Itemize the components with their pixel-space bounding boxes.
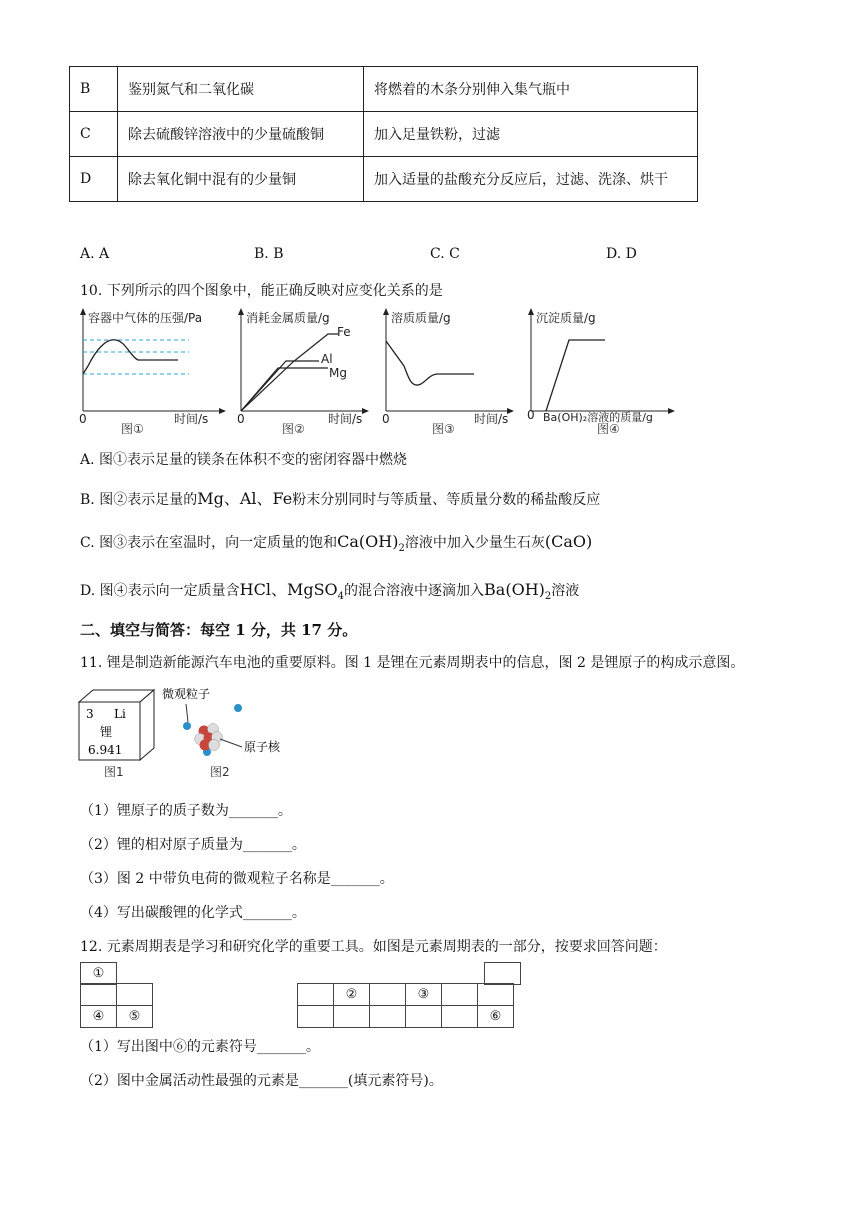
q10-option-b	[80, 486, 600, 509]
table-row	[70, 157, 698, 202]
cell-4: ④	[81, 1006, 117, 1028]
y-arrow	[80, 308, 86, 315]
graph-1-ylabel: 容器中气体的压强/Pa	[88, 311, 203, 325]
graph-1-caption: 图①	[121, 422, 144, 436]
q10-option-a: A. 图①表示足量的镁条在体积不变的密闭容器中燃烧	[80, 452, 408, 468]
label-mg: Mg	[329, 366, 347, 380]
formula: Ca(OH)	[337, 532, 399, 551]
nucleus-icon	[195, 724, 223, 751]
table-row	[70, 112, 698, 157]
cell	[406, 1006, 442, 1028]
q9-options-table	[69, 66, 698, 202]
figure-1	[76, 688, 158, 782]
atom-svg	[162, 684, 302, 780]
nucleus-pointer	[220, 739, 242, 747]
graph-3-xlabel: 时间/s	[474, 412, 509, 426]
y-arrow	[383, 308, 389, 315]
cell	[298, 1006, 334, 1028]
periodic-rows-right	[297, 983, 514, 1028]
cell	[117, 984, 153, 1006]
graph-2-ylabel: 消耗金属质量/g	[246, 311, 330, 325]
x-arrow	[219, 408, 226, 414]
q12-stem: 12. 元素周期表是学习和研究化学的重要工具。如图是元素周期表的一部分，按要求回答问题：	[80, 939, 667, 955]
subscript: 2	[398, 542, 405, 554]
cell	[370, 1006, 406, 1028]
element-name: 锂	[100, 725, 113, 739]
q10-option-d	[80, 577, 579, 602]
cell	[298, 984, 334, 1006]
graph-3-ylabel: 溶质质量/g	[391, 311, 451, 325]
choice-a: A. A	[80, 246, 110, 262]
graph-3-caption: 图③	[432, 422, 455, 436]
q10-option-c	[80, 532, 592, 554]
nucleus-label: 原子核	[244, 740, 281, 754]
precipitate-line	[546, 340, 605, 411]
pressure-curve	[83, 340, 178, 374]
electron-icon	[183, 722, 191, 730]
cell	[442, 1006, 478, 1028]
option-method: 加入适量的盐酸充分反应后，过滤、洗涤、烘干	[364, 157, 698, 202]
periodic-rows-left	[80, 983, 153, 1028]
subscript: 4	[337, 590, 345, 602]
element-cell-svg	[76, 688, 158, 778]
q11-part-3: （3）图 2 中带负电荷的微观粒子名称是_______。	[80, 871, 394, 887]
graph-2-caption: 图②	[282, 422, 305, 436]
cell	[334, 1006, 370, 1028]
y-arrow	[528, 308, 534, 315]
text: 的混合溶液中逐滴加入	[344, 583, 485, 599]
text: B. 图②表示足量的	[80, 492, 198, 508]
cell	[485, 963, 521, 985]
graph-1-origin: 0	[79, 412, 87, 426]
x-arrow	[362, 408, 369, 414]
text: 粉末分别同时与等质量、等质量分数的稀盐酸反应	[292, 492, 601, 508]
atomic-number: 3	[86, 707, 94, 721]
cell-6: ⑥	[478, 1006, 514, 1028]
graph-4-xlabel: Ba(OH)₂溶液的质量/g	[543, 411, 653, 424]
atomic-mass: 6.941	[88, 743, 123, 757]
graph-4-caption: 图④	[597, 422, 620, 436]
option-key: C	[70, 112, 118, 157]
electron-icon	[234, 704, 242, 712]
graph-2-xlabel: 时间/s	[328, 412, 363, 426]
cell	[442, 984, 478, 1006]
cell-1: ①	[81, 963, 117, 985]
fe-line	[241, 334, 338, 411]
q10-stem: 10. 下列所示的四个图象中，能正确反映对应变化关系的是	[80, 283, 443, 299]
cell	[370, 984, 406, 1006]
x-arrow	[668, 408, 675, 414]
cell	[478, 984, 514, 1006]
cell-3: ③	[406, 984, 442, 1006]
label-fe: Fe	[337, 325, 351, 339]
figure-1-caption: 图1	[104, 765, 124, 779]
cell-2: ②	[334, 984, 370, 1006]
mg-line	[241, 368, 328, 411]
graph-1-xlabel: 时间/s	[174, 412, 209, 426]
choice-d: D. D	[606, 246, 637, 262]
figure-2	[162, 684, 302, 784]
option-purpose: 除去硫酸锌溶液中的少量硫酸铜	[118, 112, 364, 157]
text: 溶液中加入少量生石灰	[404, 535, 545, 551]
text: C. 图③表示在室温时，向一定质量的饱和	[80, 535, 338, 551]
graph-3-svg	[376, 306, 516, 434]
y-arrow	[238, 308, 244, 315]
q11-part-2: （2）锂的相对原子质量为_______。	[80, 837, 306, 853]
option-key: B	[70, 67, 118, 112]
graph-4-ylabel: 沉淀质量/g	[536, 311, 596, 325]
section-heading: 二、填空与简答：每空 1 分，共 17 分。	[80, 621, 358, 639]
q12-part-1: （1）写出图中⑥的元素符号_______。	[80, 1039, 320, 1055]
graph-4-svg	[521, 306, 681, 434]
figure-2-caption: 图2	[210, 765, 230, 779]
graph-3-origin: 0	[382, 412, 390, 426]
graph-3	[376, 306, 516, 438]
q11-part-1: （1）锂原子的质子数为_______。	[80, 803, 292, 819]
periodic-row-1-left	[80, 962, 117, 985]
choice-b: B. B	[254, 246, 284, 262]
particle-pointer	[186, 704, 188, 722]
option-key: D	[70, 157, 118, 202]
text: 溶液	[551, 583, 580, 599]
formula: Mg、Al、Fe	[197, 489, 293, 508]
option-purpose: 鉴别氮气和二氧化碳	[118, 67, 364, 112]
option-method: 加入足量铁粉，过滤	[364, 112, 698, 157]
solute-curve	[386, 341, 474, 385]
q12-part-2: （2）图中金属活动性最强的元素是_______(填元素符号)。	[80, 1073, 443, 1089]
text: D. 图④表示向一定质量含	[80, 583, 240, 599]
q11-part-4: （4）写出碳酸锂的化学式_______。	[80, 905, 306, 921]
option-purpose: 除去氧化铜中混有的少量铜	[118, 157, 364, 202]
graph-2-svg	[231, 306, 371, 434]
formula: (CaO)	[544, 532, 593, 551]
subscript: 2	[544, 590, 552, 602]
graph-4	[521, 306, 681, 438]
formula: HCl、MgSO	[239, 580, 338, 599]
choice-c: C. C	[430, 246, 460, 262]
graph-1-svg	[74, 306, 229, 434]
formula: Ba(OH)	[484, 580, 545, 599]
graph-1	[74, 306, 229, 438]
periodic-row-1-right	[484, 962, 521, 985]
graph-4-origin: 0	[527, 408, 535, 422]
cell-5: ⑤	[117, 1006, 153, 1028]
cell-side-face	[140, 690, 154, 760]
table-row	[70, 67, 698, 112]
cell	[81, 984, 117, 1006]
label-al: Al	[321, 352, 333, 366]
q11-stem: 11. 锂是制造新能源汽车电池的重要原料。图 1 是锂在元素周期表中的信息，图 2 是锂原子的构成示意图。	[80, 655, 745, 671]
graph-2	[231, 306, 371, 438]
element-symbol: Li	[114, 707, 126, 721]
graph-2-origin: 0	[237, 412, 245, 426]
option-method: 将燃着的木条分别伸入集气瓶中	[364, 67, 698, 112]
particle-label: 微观粒子	[162, 687, 211, 701]
